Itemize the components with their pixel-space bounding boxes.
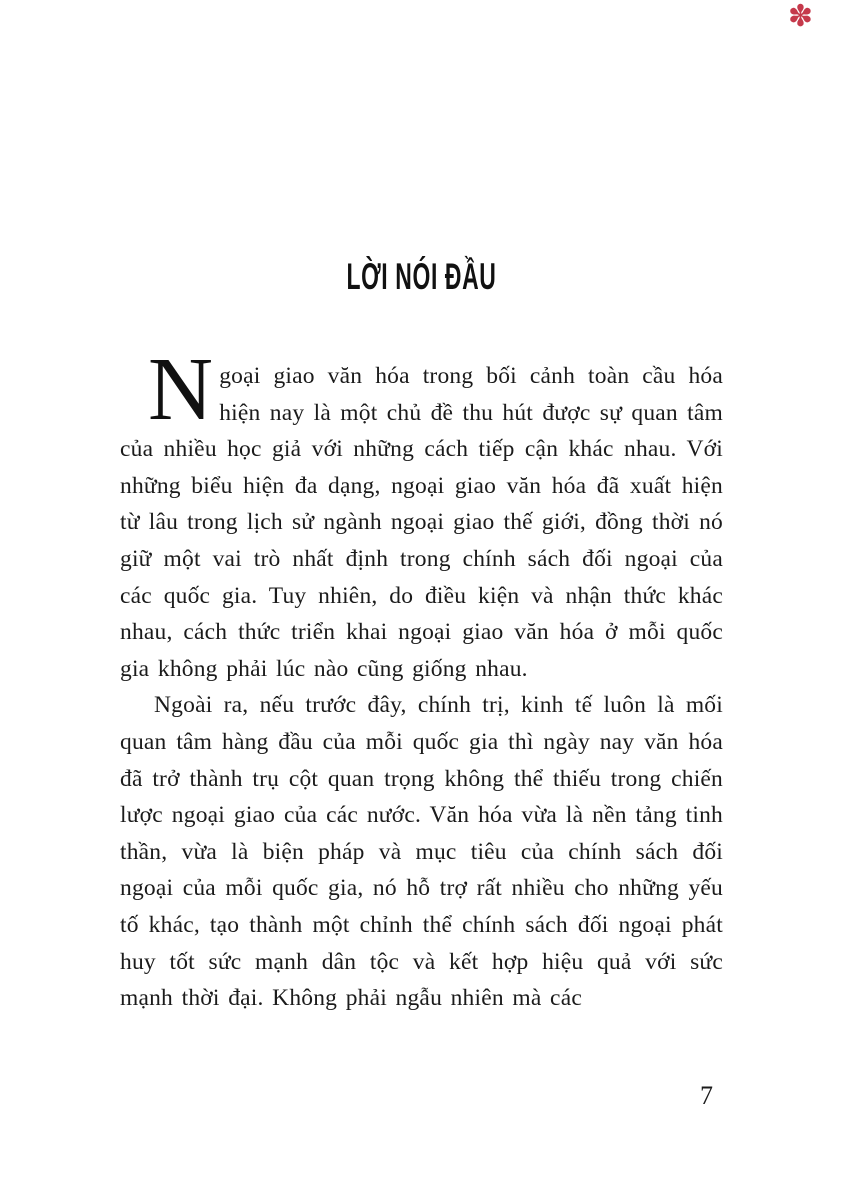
dropcap-letter: N — [148, 340, 214, 439]
florette-ornament-icon: ✽ — [787, 0, 813, 34]
paragraph — [120, 340, 723, 687]
page-title: LỜI NÓI ĐẦU — [346, 256, 497, 297]
paragraph-text: goại giao văn hóa trong bối cảnh toàn cầu hóa hiện nay là một chủ đề thu hút được sự quan tâm của nhiều học giả với những cách tiếp cận khác nhau. Với những biểu hiện đa dạng, ngoại giao văn hóa đã xuất hiện từ lâu trong lịch sử ngành ngoại giao thế giới, đồng thời nó giữ một vai trò nhất định trong chính sách đối ngoại của các quốc gia. Tuy nhiên, do điều kiện và nhận thức khác nhau, cách thức triển khai ngoại giao văn hóa ở mỗi quốc gia không phải lúc nào cũng giống nhau. — [120, 363, 723, 682]
paragraph-text: Ngoài ra, nếu trước đây, chính trị, kinh tế luôn là mối quan tâm hàng đầu của mỗi quốc gia thì ngày nay văn hóa đã trở thành trụ cột quan trọng không thể thiếu trong chiến lược ngoại giao của các nước. Văn hóa vừa là nền tảng tinh thần, vừa là biện pháp và mục tiêu của chính sách đối ngoại của mỗi quốc gia, nó hỗ trợ rất nhiều cho những yếu tố khác, tạo thành một chỉnh thể chính sách đối ngoại phát huy tốt sức mạnh dân tộc và kết hợp hiệu quả với sức mạnh thời đại. Không phải ngẫu nhiên mà các — [120, 692, 723, 1012]
page-number: 7 — [700, 1081, 713, 1110]
body-text — [120, 340, 723, 1017]
paragraph — [120, 687, 723, 1016]
